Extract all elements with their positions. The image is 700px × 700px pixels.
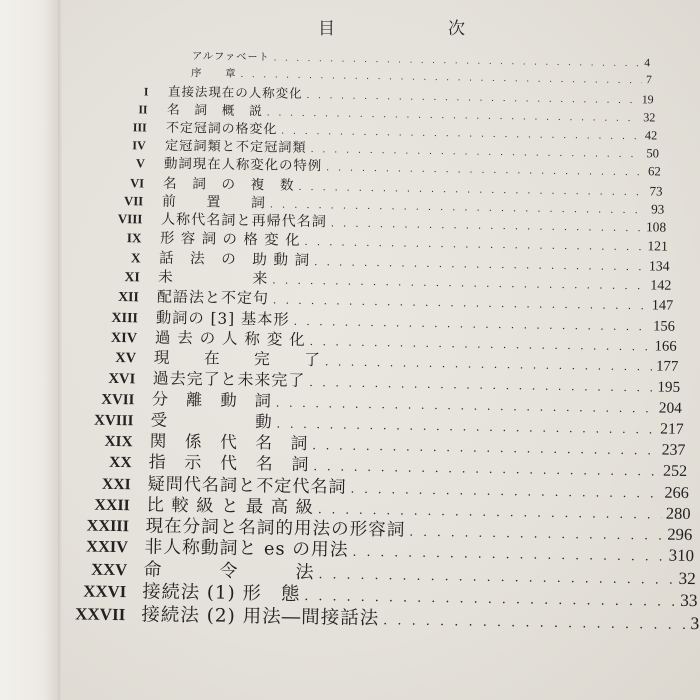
chapter-title: 命 令 法 [143, 559, 315, 584]
chapter-title: 形 容 詞 の 格 変 化 [159, 230, 301, 249]
chapter-title: 配語法と不定句 [156, 287, 270, 308]
chapter-numeral: VIII [117, 211, 143, 227]
chapter-title: 指 示 代 名 詞 [148, 451, 310, 474]
chapter-title: 受 動 [150, 410, 273, 432]
page-number: 121 [647, 238, 668, 254]
page-number: 156 [653, 318, 676, 335]
chapter-numeral: XX [109, 453, 132, 471]
page-number: 217 [660, 420, 684, 438]
chapter-numeral: XXV [91, 559, 128, 580]
page-number: 237 [661, 441, 686, 459]
page-number: 204 [658, 399, 683, 418]
chapter-numeral [0, 56, 150, 58]
chapter-numeral: XIII [111, 309, 139, 326]
chapter-title: 疑問代名詞と不定代名詞 [147, 474, 347, 498]
chapter-numeral [0, 73, 149, 75]
page-number: 4 [644, 57, 651, 70]
chapter-numeral: IV [132, 138, 146, 153]
chapter-numeral: XVII [101, 391, 135, 409]
chapter-title: 比 較 級 と 最 高 級 [146, 495, 315, 519]
page-number: 296 [667, 524, 693, 544]
page-number: 310 [668, 546, 695, 566]
chapter-numeral: III [132, 120, 147, 135]
chapter-numeral: VI [130, 175, 145, 191]
page-number: 62 [647, 164, 661, 179]
page-number: 50 [646, 146, 660, 161]
page-number: 280 [665, 503, 691, 524]
page-number: 42 [644, 128, 658, 143]
chapter-title: 接続法 (1) 形 態 [142, 581, 301, 606]
chapter-numeral: XII [118, 288, 139, 305]
toc-title: 目 次 [318, 19, 513, 39]
page-number: 147 [651, 297, 674, 314]
chapter-numeral: XV [115, 349, 137, 366]
chapter-title: 非人称動詞と es の用法 [144, 536, 349, 562]
page-number: 32 [643, 110, 656, 125]
page-number: 266 [664, 483, 689, 502]
chapter-title: 現 在 完 了 [153, 347, 322, 369]
chapter-title: 人称代名詞と再帰代名詞 [160, 211, 328, 231]
page-number: 166 [654, 337, 677, 355]
page-number: 177 [655, 358, 679, 375]
page-number: 33 [680, 591, 698, 611]
chapter-title: 定冠詞類と不定冠詞類 [164, 138, 307, 157]
chapter-numeral: X [130, 250, 141, 266]
chapter-numeral: IX [126, 230, 142, 246]
chapter-numeral: XVIII [93, 412, 134, 430]
chapter-title: 名 詞 の 複 数 [162, 175, 295, 194]
chapter-title: 動詞の [3] 基本形 [155, 308, 290, 329]
chapter-title: 直接法現在の人称変化 [167, 83, 303, 101]
page-number: 32 [678, 569, 696, 589]
chapter-numeral: XIV [110, 329, 138, 346]
chapter-title: 分 離 動 詞 [151, 389, 273, 411]
chapter-title: 動詞現在人称変化の特例 [163, 157, 323, 175]
page-number: 142 [650, 277, 672, 295]
chapter-title: 過去完了と未来完了 [152, 368, 306, 390]
chapter-title: 名 詞 概 説 [166, 102, 263, 119]
chapter-numeral: XI [124, 269, 140, 285]
chapter-numeral: XVI [108, 370, 136, 388]
page-number: 19 [641, 91, 654, 107]
chapter-numeral: II [138, 103, 148, 117]
chapter-numeral: XXI [101, 475, 131, 494]
chapter-title: 話 法 の 助 動 詞 [158, 249, 311, 270]
chapter-numeral: XXVII [75, 604, 126, 624]
page-number: 7 [645, 73, 652, 87]
chapter-numeral: V [135, 156, 146, 171]
chapter-title: 未 来 [157, 269, 269, 288]
chapter-title: 前 置 詞 [161, 194, 267, 212]
chapter-title: アルファベート [191, 51, 270, 64]
chapter-title: 接続法 (2) 用法―間接話法 [141, 604, 380, 629]
page-number: 73 [649, 183, 663, 199]
chapter-title: 現在分詞と名詞的用法の形容詞 [145, 516, 406, 541]
page-number: 134 [648, 258, 670, 274]
chapter-numeral: XXIII [86, 517, 130, 535]
chapter-numeral: VII [123, 194, 144, 209]
page-number: 252 [662, 462, 688, 480]
page-number: 195 [657, 379, 681, 396]
chapter-numeral: XXIV [86, 536, 129, 557]
chapter-title: 過 去 の 人 称 変 化 [154, 328, 306, 349]
page-number: 3 [690, 612, 700, 633]
page-number: 93 [651, 201, 665, 217]
chapter-numeral: XXVI [83, 581, 127, 602]
dot-leader [383, 613, 686, 633]
chapter-numeral: I [143, 86, 149, 99]
chapter-title: 序 章 [190, 67, 237, 81]
chapter-title: 関 係 代 名 詞 [149, 431, 309, 453]
chapter-title: 不定冠詞の格変化 [165, 120, 278, 138]
chapter-numeral: XXII [94, 496, 130, 515]
page-number: 108 [645, 219, 667, 235]
chapter-numeral: XIX [104, 432, 133, 450]
